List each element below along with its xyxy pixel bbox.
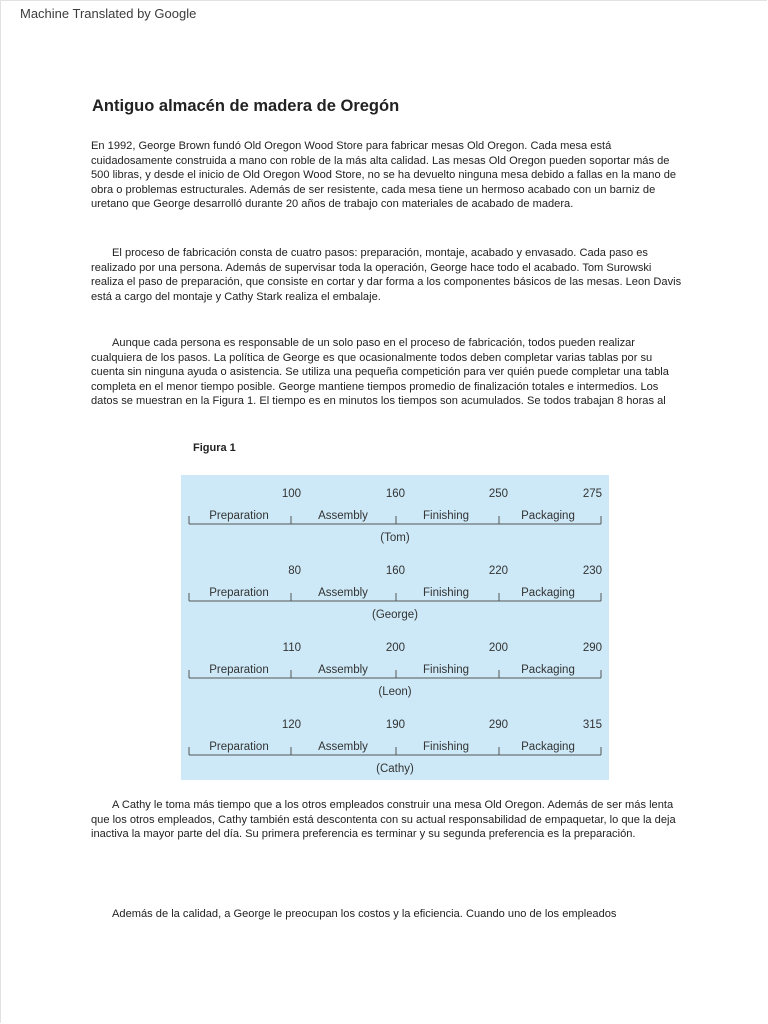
paragraph-costs-text: Además de la calidad, a George le preocupan los costos y la eficiencia. Cuando uno de los empleados <box>112 908 617 920</box>
row-3-time-value: 315 <box>582 719 602 731</box>
row-0-time-value: 160 <box>385 488 405 500</box>
row-1-time-value: 160 <box>385 565 405 577</box>
document-title: Antiguo almacén de madera de Oregón <box>92 97 400 115</box>
row-1-person-label: (George) <box>371 609 419 621</box>
row-3-person-label: (Cathy) <box>376 763 414 775</box>
row-2-step-label: Assembly <box>318 664 368 676</box>
row-0-step-label: Packaging <box>521 510 575 522</box>
row-2-time-value: 290 <box>582 642 602 654</box>
row-1-step-label: Finishing <box>422 587 470 599</box>
row-3-time-value: 190 <box>385 719 405 731</box>
row-1-time-value: 80 <box>288 565 301 577</box>
row-3-step-label: Assembly <box>318 741 368 753</box>
figure-1-diagram <box>181 475 609 780</box>
row-2-step-label: Preparation <box>209 664 269 676</box>
row-0-step-label: Finishing <box>422 510 470 522</box>
machine-translation-banner: Machine Translated by Google <box>20 6 197 21</box>
row-2-person-label: (Leon) <box>378 686 412 698</box>
row-1-time-value: 230 <box>582 565 602 577</box>
row-1-step-label: Assembly <box>318 587 368 599</box>
row-1-step-label: Preparation <box>209 587 269 599</box>
row-0-time-value: 250 <box>488 488 508 500</box>
paragraph-cathy-text: A Cathy le toma más tiempo que a los otros empleados construir una mesa Old Oregon. Además de ser más lenta que los otros empleados, Cathy también está descontenta con su actual responsabilidad de empaquetar, lo que la deja inactiva la mayor parte del día. Su primera preferencia es terminar y su segunda preferencia es la preparación. <box>91 799 676 841</box>
row-0-person-label: (Tom) <box>380 532 410 544</box>
row-3-step-label: Preparation <box>209 741 269 753</box>
row-2-time-value: 200 <box>385 642 405 654</box>
paragraph-costs <box>91 907 687 922</box>
row-3-time-value: 120 <box>281 719 301 731</box>
row-2-step-label: Packaging <box>521 664 575 676</box>
paragraph-competition-text: Aunque cada persona es responsable de un solo paso en el proceso de fabricación, todos pueden realizar cualquiera de los pasos. La política de George es que ocasionalmente todos deben completar varias tablas por su cuenta sin ninguna ayuda o asistencia. Se utiliza una pequeña competición para ver quién puede completar una tabla completa en el menor tiempo posible. George mantiene tiempos promedio de finalización totales e intermedios. Los datos se muestran en la Figura 1. El tiempo es en minutos los tiempos son acumulados. Se todos trabajan 8 horas al <box>91 337 669 408</box>
row-1-time-value: 220 <box>488 565 508 577</box>
row-3-time-value: 290 <box>488 719 508 731</box>
row-0-time-value: 100 <box>281 488 301 500</box>
paragraph-process-text: El proceso de fabricación consta de cuatro pasos: preparación, montaje, acabado y envasado. Cada paso es realizado por una persona. Además de supervisar toda la operación, George hace todo el acabado. Tom Surowski realiza el paso de preparación, que consiste en cortar y dar forma a los componentes básicos de las mesas. Leon Davis está a cargo del montaje y Cathy Stark realiza el embalaje. <box>91 247 682 303</box>
row-0-time-value: 275 <box>582 488 602 500</box>
row-0-step-label: Preparation <box>209 510 269 522</box>
paragraph-cathy <box>91 798 687 842</box>
row-2-step-label: Finishing <box>422 664 470 676</box>
paragraph-competition <box>91 336 687 409</box>
figure-1-svg <box>181 475 609 780</box>
paragraph-process <box>91 246 687 304</box>
row-2-time-value: 200 <box>488 642 508 654</box>
row-1-step-label: Packaging <box>521 587 575 599</box>
row-3-step-label: Finishing <box>422 741 470 753</box>
figure-caption: Figura 1 <box>193 442 236 454</box>
row-0-step-label: Assembly <box>318 510 368 522</box>
row-3-step-label: Packaging <box>521 741 575 753</box>
paragraph-intro: En 1992, George Brown fundó Old Oregon Wood Store para fabricar mesas Old Oregon. Cada mesa está cuidadosamente construida a mano con roble de la más alta calidad. Las mesas Old Oregon pueden soportar más de 500 libras, y desde el inicio de Old Oregon Wood Store, no se ha devuelto ninguna mesa debido a fallas en la mano de obra o problemas estructurales. Además de ser resistente, cada mesa tiene un hermoso acabado con un barniz de uretano que George desarrolló durante 20 años de trabajo con materiales de acabado de madera. <box>91 140 677 211</box>
row-2-time-value: 110 <box>282 642 301 654</box>
